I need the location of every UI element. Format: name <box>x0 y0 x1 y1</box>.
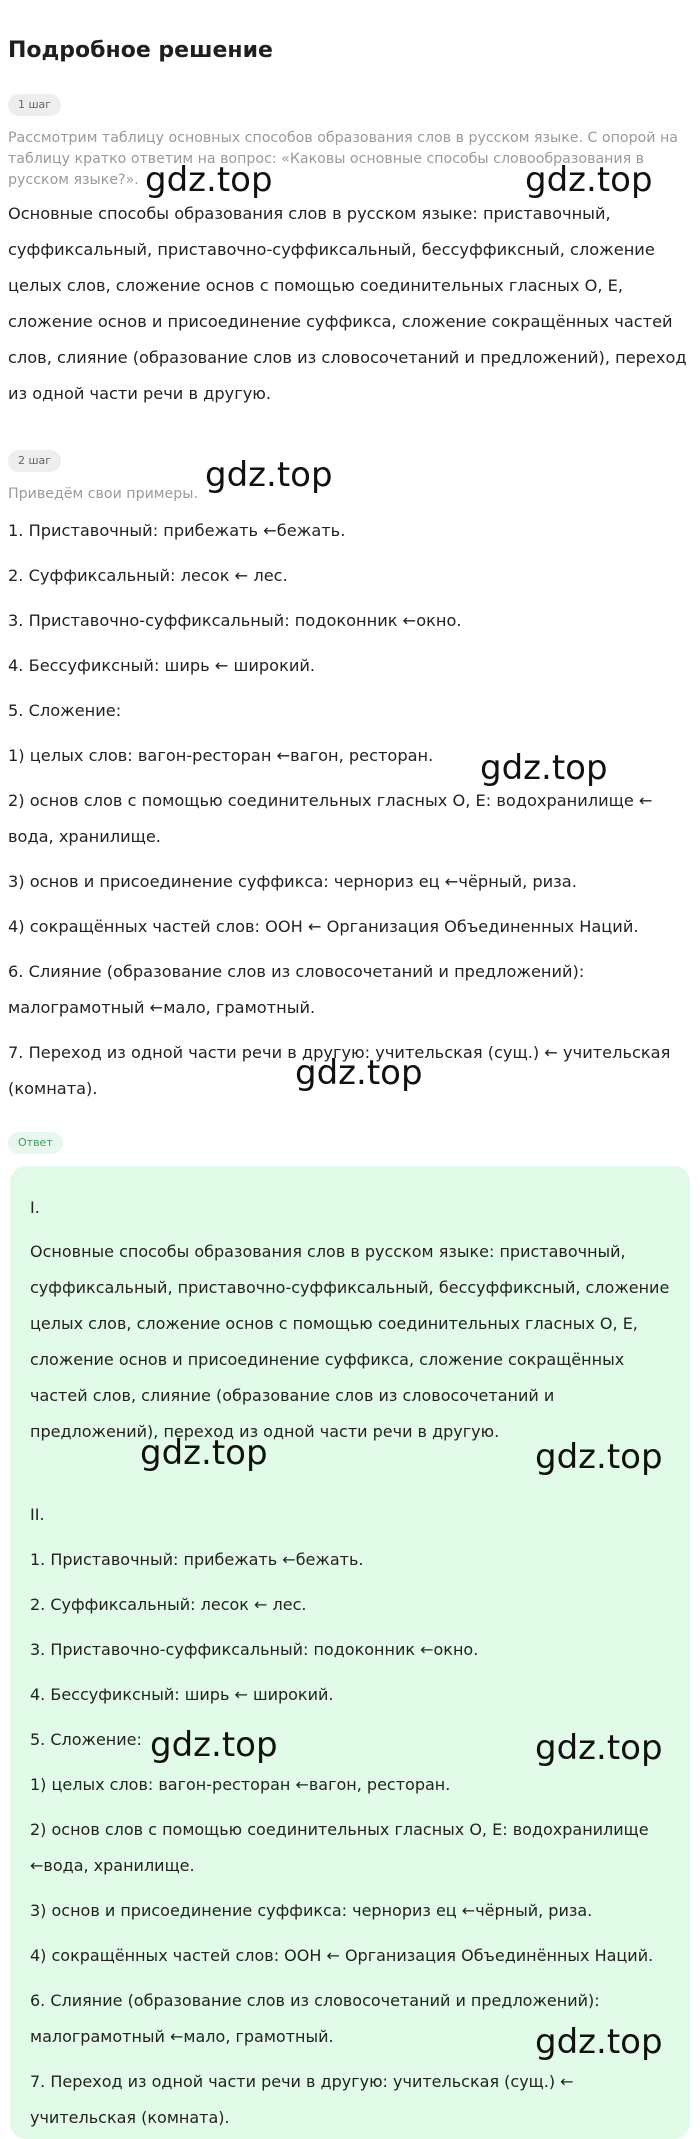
watermark: gdz.top <box>140 1433 268 1473</box>
answer-part-1-text: Основные способы образования слов в русском языке: приставочный, суффиксальный, приставочно-суффиксальный, бессуффиксный, сложение целых слов, сложение основ с помощью соединительных гласных О, Е, сложение основ и присоединение суффикса, сложение сокращённых частей слов, слияние (образование слов из словосочетаний и предложений), переход из одной части речи в другую. <box>30 1242 670 1441</box>
answer-box <box>10 1166 690 2139</box>
step-2-badge: 2 шаг <box>8 450 61 472</box>
answer-line: 2) основ слов с помощью соединительных гласных О, Е: водохранилище <box>30 1820 649 1839</box>
watermark: gdz.top <box>205 455 333 495</box>
example-line: 4) сокращённых частей слов: ООН ← Организация Объединенных Наций. <box>8 917 639 936</box>
step-1-intro: Рассмотрим таблицу основных способов образования слов в русском языке. С опорой на таблицу кратко ответим на вопрос: «Каковы основные способы словообразования в русском языке?». <box>8 130 678 188</box>
example-line: 4. Бессуфиксный: ширь ← широкий. <box>8 656 316 675</box>
watermark: gdz.top <box>150 1725 278 1765</box>
example-line: 5. Сложение: <box>8 701 122 720</box>
step-1-text: Основные способы образования слов в русском языке: приставочный, суффиксальный, приставочно-суффиксальный, бессуффиксный, сложение целых слов, сложение основ с помощью соединительных гласных О, Е, сложение основ и присоединение суффикса, сложение сокращённых частей слов, слияние (образование слов из словосочетаний и предложений), переход из одной части речи в другую. <box>8 204 687 403</box>
answer-line: 6. Слияние (образование слов из словосочетаний и предложений): <box>30 1991 600 2010</box>
step-2-intro: Приведём свои примеры. <box>8 486 198 502</box>
watermark: gdz.top <box>535 2022 663 2062</box>
answer-part-1-label: I. <box>30 1198 40 1217</box>
answer-line: 1. Приставочный: прибежать ←бежать. <box>30 1550 364 1569</box>
example-line: 2. Суффиксальный: лесок ← лес. <box>8 566 288 585</box>
answer-line: учительская (комната). <box>30 2108 230 2127</box>
example-line: вода, хранилище. <box>8 827 161 846</box>
example-line: 2) основ слов с помощью соединительных гласных О, Е: водохранилище ← <box>8 791 653 810</box>
answer-line: 1) целых слов: вагон-ресторан ←вагон, ресторан. <box>30 1775 451 1794</box>
answer-badge: Ответ <box>8 1132 63 1154</box>
example-line: 7. Переход из одной части речи в другую: учительская (сущ.) ← учительская <box>8 1043 671 1062</box>
answer-line: 2. Суффиксальный: лесок ← лес. <box>30 1595 307 1614</box>
watermark: gdz.top <box>145 160 273 200</box>
page-title: Подробное решение <box>8 38 273 63</box>
answer-line: малограмотный ←мало, грамотный. <box>30 2027 334 2046</box>
watermark: gdz.top <box>480 748 608 788</box>
answer-line: 4) сокращённых частей слов: ООН ← Организация Объединённых Наций. <box>30 1946 654 1965</box>
watermark: gdz.top <box>295 1053 423 1093</box>
example-line: 6. Слияние (образование слов из словосочетаний и предложений): <box>8 962 585 981</box>
watermark: gdz.top <box>535 1728 663 1768</box>
example-line: 1. Приставочный: прибежать ←бежать. <box>8 521 346 540</box>
watermark: gdz.top <box>535 1437 663 1477</box>
example-line: (комната). <box>8 1079 98 1098</box>
answer-line: 4. Бессуфиксный: ширь ← широкий. <box>30 1685 334 1704</box>
answer-line: 7. Переход из одной части речи в другую: учительская (сущ.) ← <box>30 2072 574 2091</box>
answer-line: 3. Приставочно-суффиксальный: подоконник ←окно. <box>30 1640 479 1659</box>
watermark: gdz.top <box>525 160 653 200</box>
example-line: малограмотный ←мало, грамотный. <box>8 998 316 1017</box>
answer-part-2-label: II. <box>30 1505 45 1524</box>
answer-line: 3) основ и присоединение суффикса: чернориз ец ←чёрный, риза. <box>30 1901 593 1920</box>
example-line: 3. Приставочно-суффиксальный: подоконник ←окно. <box>8 611 462 630</box>
step-1-badge: 1 шаг <box>8 94 61 116</box>
answer-line: 5. Сложение: <box>30 1730 142 1749</box>
example-line: 1) целых слов: вагон-ресторан ←вагон, ресторан. <box>8 746 434 765</box>
answer-line: ←вода, хранилище. <box>30 1856 195 1875</box>
example-line: 3) основ и присоединение суффикса: чернориз ец ←чёрный, риза. <box>8 872 577 891</box>
